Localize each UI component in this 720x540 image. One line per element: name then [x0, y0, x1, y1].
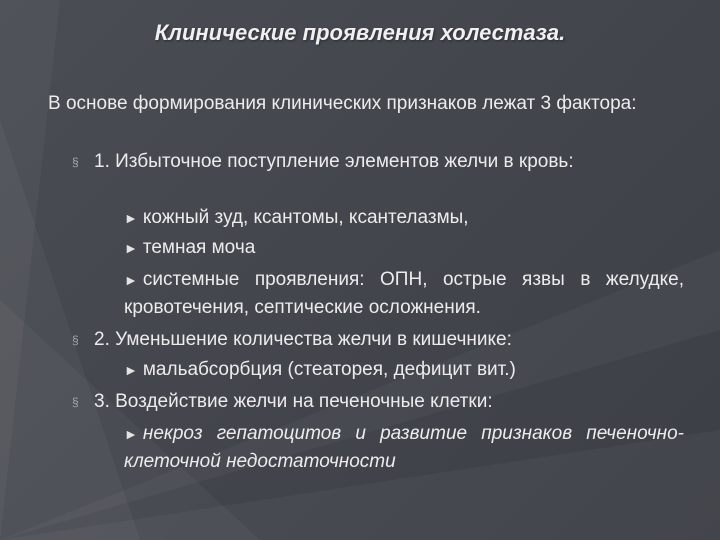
point-text: кожный зуд, ксантомы, ксантелазмы, [142, 207, 469, 228]
factor-1-point-2 [124, 234, 684, 262]
square-bullet-icon: § [72, 395, 79, 409]
point-text: мальабсорбция (стеаторея, дефицит вит.) [142, 359, 516, 380]
arrow-bullet-icon: ► [124, 210, 138, 226]
square-bullet-icon: § [72, 155, 79, 169]
point-text: некроз гепатоцитов и развитие признаков печеночно-клеточной недостаточности [124, 423, 684, 472]
factor-3-point-1 [124, 420, 684, 476]
slide-title: Клинические проявления холестаза. [154, 20, 566, 45]
factor-1-point-1 [124, 204, 684, 232]
arrow-bullet-icon: ► [124, 240, 138, 256]
factor-1-text: 1. Избыточное поступление элементов желчи в кровь: [94, 151, 574, 172]
arrow-bullet-icon: ► [124, 426, 138, 442]
arrow-bullet-icon: ► [124, 362, 138, 378]
point-text: темная моча [142, 237, 256, 258]
factor-2-point-1 [124, 356, 684, 384]
arrow-bullet-icon: ► [124, 272, 138, 288]
factor-1-point-3 [124, 266, 684, 322]
point-text: системные проявления: ОПН, острые язвы в желудке, кровотечения, септические осложнения. [124, 269, 684, 318]
factor-3-text: 3. Воздействие желчи на печеночные клетки: [94, 391, 493, 412]
intro-text: В основе формирования клинических признаков лежат 3 фактора: [48, 93, 637, 114]
factor-2-text: 2. Уменьшение количества желчи в кишечнике: [94, 329, 512, 350]
square-bullet-icon: § [72, 333, 79, 347]
